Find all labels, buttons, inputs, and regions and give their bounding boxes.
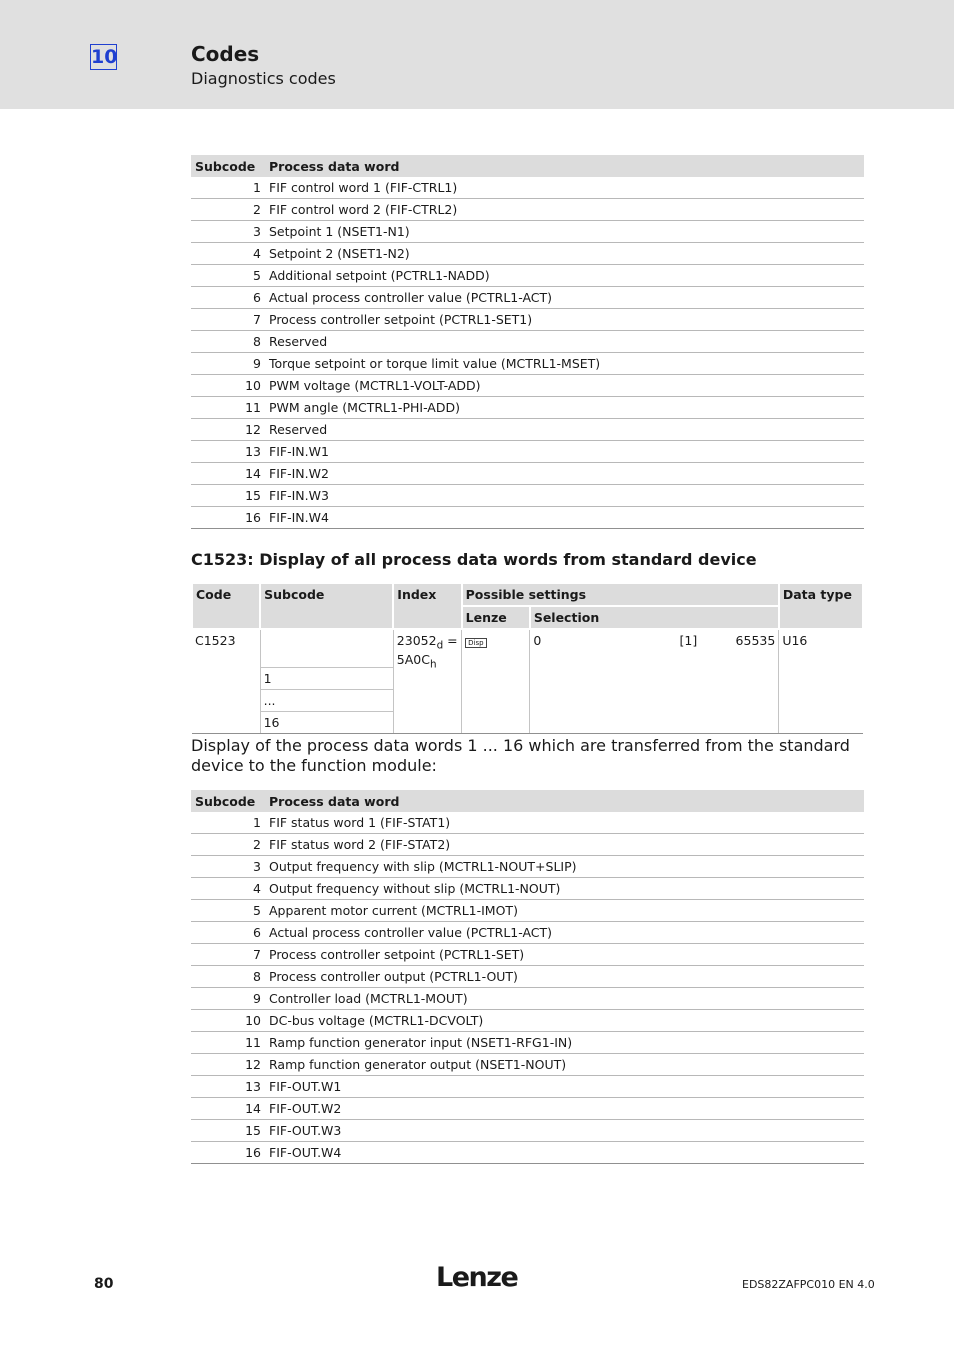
col-subcode-header: Subcode — [191, 790, 265, 812]
table-row — [191, 177, 864, 199]
chapter-title: Codes — [191, 42, 260, 66]
subcode-cell: 6 — [191, 287, 265, 309]
lenze-logo: Lenze — [436, 1262, 518, 1293]
subcode-cell: 11 — [191, 397, 265, 419]
process-word-cell: FIF-IN.W2 — [265, 463, 864, 485]
lenze-value — [462, 629, 530, 734]
document-id: EDS82ZAFPC010 EN 4.0 — [742, 1278, 875, 1291]
subcode-cell: 10 — [191, 1010, 265, 1032]
subcode-value: 1 — [260, 668, 393, 690]
process-word-cell: Process controller setpoint (PCTRL1-SET) — [265, 944, 864, 966]
process-word-cell: FIF status word 2 (FIF-STAT2) — [265, 834, 864, 856]
table-row — [191, 834, 864, 856]
process-word-cell: FIF-OUT.W4 — [265, 1142, 864, 1164]
subcode-cell: 3 — [191, 856, 265, 878]
subcode-cell: 13 — [191, 441, 265, 463]
chapter-subtitle: Diagnostics codes — [191, 69, 336, 88]
table-row — [191, 287, 864, 309]
table-row — [191, 988, 864, 1010]
subcode-cell: 2 — [191, 834, 265, 856]
datatype-value: U16 — [779, 629, 863, 734]
table-row — [191, 1142, 864, 1164]
col-process-word-header: Process data word — [265, 155, 864, 177]
code-row — [192, 629, 863, 668]
selection-min: 0 — [533, 633, 542, 648]
subcode-cell: 9 — [191, 353, 265, 375]
subcode-cell: 16 — [191, 1142, 265, 1164]
col-process-word-header: Process data word — [265, 790, 864, 812]
table-row — [191, 922, 864, 944]
process-word-cell: Actual process controller value (PCTRL1-ACT) — [265, 287, 864, 309]
col-lenze-header: Lenze — [462, 606, 530, 629]
table-row — [191, 900, 864, 922]
subcode-cell: 14 — [191, 1098, 265, 1120]
subcode-cell: 5 — [191, 900, 265, 922]
table-row — [191, 1120, 864, 1142]
process-word-cell: Ramp function generator input (NSET1-RFG1-IN) — [265, 1032, 864, 1054]
process-word-cell: Setpoint 1 (NSET1-N1) — [265, 221, 864, 243]
table-row — [191, 878, 864, 900]
table-row — [191, 485, 864, 507]
subcode-cell: 8 — [191, 966, 265, 988]
subcode-value: ... — [260, 690, 393, 712]
process-data-table-in — [191, 155, 864, 529]
subcode-empty-cell — [260, 629, 393, 668]
table-row — [191, 1010, 864, 1032]
subcode-cell: 15 — [191, 485, 265, 507]
subcode-cell: 12 — [191, 1054, 265, 1076]
process-word-cell: Setpoint 2 (NSET1-N2) — [265, 243, 864, 265]
col-datatype-header: Data type — [779, 583, 863, 629]
subcode-cell: 9 — [191, 988, 265, 1010]
process-word-cell: FIF-OUT.W1 — [265, 1076, 864, 1098]
table-row — [191, 441, 864, 463]
subcode-cell: 4 — [191, 878, 265, 900]
process-word-cell: Actual process controller value (PCTRL1-ACT) — [265, 922, 864, 944]
subcode-cell: 14 — [191, 463, 265, 485]
table-row — [191, 309, 864, 331]
col-subcode-header: Subcode — [260, 583, 393, 629]
process-word-cell: FIF control word 1 (FIF-CTRL1) — [265, 177, 864, 199]
subcode-cell: 16 — [191, 507, 265, 529]
subcode-cell: 7 — [191, 944, 265, 966]
process-word-cell: PWM voltage (MCTRL1-VOLT-ADD) — [265, 375, 864, 397]
selection-default: [1] — [679, 633, 698, 648]
process-word-cell: Ramp function generator output (NSET1-NOUT) — [265, 1054, 864, 1076]
process-word-cell: FIF control word 2 (FIF-CTRL2) — [265, 199, 864, 221]
process-word-cell: PWM angle (MCTRL1-PHI-ADD) — [265, 397, 864, 419]
code-table — [191, 582, 864, 734]
section-heading: C1523: Display of all process data words from standard device — [191, 550, 757, 569]
process-word-cell: FIF-IN.W4 — [265, 507, 864, 529]
subcode-cell: 1 — [191, 177, 265, 199]
col-subcode-header: Subcode — [191, 155, 265, 177]
table-row — [191, 1054, 864, 1076]
subcode-cell: 8 — [191, 331, 265, 353]
subcode-cell: 10 — [191, 375, 265, 397]
table-row — [191, 243, 864, 265]
subcode-cell: 12 — [191, 419, 265, 441]
table-row — [191, 966, 864, 988]
col-selection-header: Selection — [530, 606, 779, 629]
table-row — [191, 265, 864, 287]
table-row — [191, 1032, 864, 1054]
col-code-header: Code — [192, 583, 260, 629]
process-data-table-out — [191, 790, 864, 1164]
process-word-cell: DC-bus voltage (MCTRL1-DCVOLT) — [265, 1010, 864, 1032]
subcode-cell: 5 — [191, 265, 265, 287]
page-header — [0, 0, 954, 109]
table-row — [191, 397, 864, 419]
subcode-cell: 6 — [191, 922, 265, 944]
subcode-cell: 4 — [191, 243, 265, 265]
table-row — [191, 812, 864, 834]
process-word-cell: Apparent motor current (MCTRL1-IMOT) — [265, 900, 864, 922]
process-word-cell: FIF-IN.W3 — [265, 485, 864, 507]
subcode-cell: 1 — [191, 812, 265, 834]
table-row — [191, 221, 864, 243]
table-row — [191, 353, 864, 375]
display-only-icon: Disp — [465, 638, 486, 648]
description-paragraph: Display of the process data words 1 ... 16 which are transferred from the standard device to the function module: — [191, 736, 850, 775]
page-number: 80 — [94, 1276, 114, 1292]
table-header-row — [191, 155, 864, 177]
table-row — [191, 331, 864, 353]
process-word-cell: Additional setpoint (PCTRL1-NADD) — [265, 265, 864, 287]
subcode-cell: 15 — [191, 1120, 265, 1142]
process-word-cell: Controller load (MCTRL1-MOUT) — [265, 988, 864, 1010]
process-word-cell: FIF-OUT.W3 — [265, 1120, 864, 1142]
process-word-cell: Process controller setpoint (PCTRL1-SET1) — [265, 309, 864, 331]
subcode-cell: 11 — [191, 1032, 265, 1054]
table-row — [191, 856, 864, 878]
subcode-value: 16 — [260, 712, 393, 734]
process-word-cell: Output frequency with slip (MCTRL1-NOUT+SLIP) — [265, 856, 864, 878]
subcode-cell: 3 — [191, 221, 265, 243]
process-word-cell: FIF-OUT.W2 — [265, 1098, 864, 1120]
table-row — [191, 1098, 864, 1120]
process-word-cell: FIF status word 1 (FIF-STAT1) — [265, 812, 864, 834]
chapter-number-link[interactable]: 10 — [91, 46, 118, 68]
table-row — [191, 1076, 864, 1098]
col-settings-header: Possible settings — [462, 583, 779, 606]
table-row — [191, 199, 864, 221]
table-header-row — [191, 790, 864, 812]
process-word-cell: Output frequency without slip (MCTRL1-NOUT) — [265, 878, 864, 900]
table-row — [191, 375, 864, 397]
table-row — [191, 419, 864, 441]
process-word-cell: FIF-IN.W1 — [265, 441, 864, 463]
subcode-cell: 7 — [191, 309, 265, 331]
code-table-header-row — [192, 583, 863, 606]
process-word-cell: Torque setpoint or torque limit value (MCTRL1-MSET) — [265, 353, 864, 375]
selection-value — [530, 629, 779, 734]
table-row — [191, 944, 864, 966]
process-word-cell: Reserved — [265, 419, 864, 441]
subcode-cell: 13 — [191, 1076, 265, 1098]
subcode-cell: 2 — [191, 199, 265, 221]
process-word-cell: Reserved — [265, 331, 864, 353]
code-value: C1523 — [192, 629, 260, 734]
table-row — [191, 463, 864, 485]
table-row — [191, 507, 864, 529]
index-value: $23052_d$ = $5A0C_h$ — [393, 629, 461, 734]
selection-max: 65535 — [735, 633, 776, 648]
process-word-cell: Process controller output (PCTRL1-OUT) — [265, 966, 864, 988]
col-index-header: Index — [393, 583, 461, 629]
